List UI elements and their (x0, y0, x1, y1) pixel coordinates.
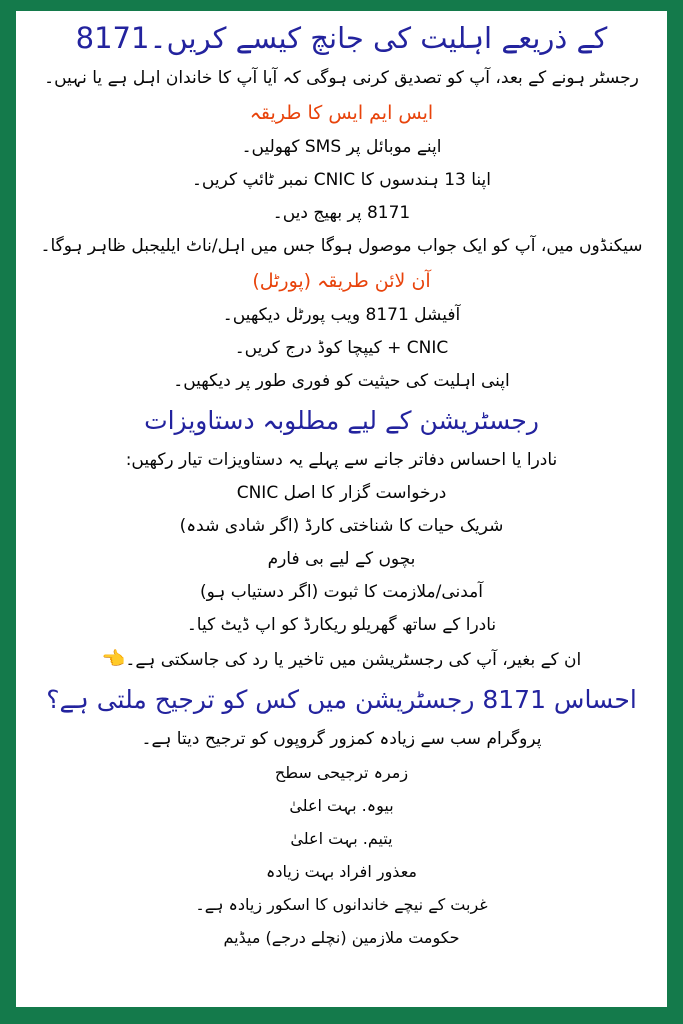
sms-step-3: 8171 پر بھیج دیں۔ (272, 203, 411, 223)
priority-row-2: یتیم. بہت اعلیٰ (290, 829, 393, 848)
priority-table-header: زمرہ ترجیحی سطح (274, 763, 409, 782)
intro-text: رجسٹر ہونے کے بعد، آپ کو تصدیق کرنی ہوگی کہ آیا آپ کا خاندان اہل ہے یا نہیں۔ (44, 68, 639, 88)
registration-note (16, 642, 667, 677)
priority-row-4: غربت کے نیچے خاندانوں کا اسکور زیادہ ہے۔ (195, 895, 488, 914)
document-page (16, 11, 667, 1007)
priority-intro: پروگرام سب سے زیادہ کمزور گروپوں کو ترجیح دیتا ہے۔ (141, 729, 542, 749)
online-step-3: اپنی اہلیت کی حیثیت کو فوری طور پر دیکھیں۔ (173, 371, 510, 391)
pointing-finger-icon: 👈 (101, 648, 126, 670)
documents-heading: رجسٹریشن کے لیے مطلوبہ دستاویزات (144, 406, 539, 435)
sms-step-2: اپنا 13 ہندسوں کا CNIC نمبر ٹائپ کریں۔ (191, 170, 492, 190)
priority-heading: احساس 8171 رجسٹریشن میں کس کو ترجیح ملتی ہے؟ (46, 685, 637, 714)
document-item-2: شریک حیات کا شناختی کارڈ (اگر شادی شدہ) (179, 516, 504, 536)
sms-step-1: اپنے موبائل پر SMS کھولیں۔ (241, 137, 442, 157)
documents-intro: نادرا یا احساس دفاتر جانے سے پہلے یہ دستاویزات تیار رکھیں: (125, 450, 558, 470)
online-step-1: آفیشل 8171 ویب پورٹل دیکھیں۔ (222, 305, 461, 325)
document-item-4: آمدنی/ملازمت کا ثبوت (اگر دستیاب ہو) (199, 582, 484, 602)
registration-note-text: ان کے بغیر، آپ کی رجسٹریشن میں تاخیر یا رد کی جاسکتی ہے۔ (125, 650, 582, 670)
online-method-heading: آن لائن طریقہ (پورٹل) (252, 270, 431, 292)
sms-step-4: سیکنڈوں میں، آپ کو ایک جواب موصول ہوگا جس میں اہل/ناٹ ایلیجبل ظاہر ہوگا۔ (40, 236, 643, 256)
online-step-2: CNIC + کیپچا کوڈ درج کریں۔ (234, 338, 449, 358)
priority-row-5: حکومت ملازمین (نچلے درجے) میڈیم (223, 928, 460, 947)
priority-row-3: معذور افراد بہت زیادہ (266, 862, 417, 881)
document-item-1: درخواست گزار کا اصل CNIC (236, 483, 447, 503)
sms-method-heading: ایس ایم ایس کا طریقہ (249, 102, 434, 124)
priority-row-1: بیوہ. بہت اعلیٰ (289, 796, 394, 815)
page-title: کے ذریعے اہلیت کی جانچ کیسے کریں۔8171 (75, 21, 608, 55)
document-item-5: نادرا کے ساتھ گھریلو ریکارڈ کو اپ ڈیٹ کیا۔ (186, 615, 497, 635)
document-item-3: بچوں کے لیے بی فارم (267, 549, 416, 569)
